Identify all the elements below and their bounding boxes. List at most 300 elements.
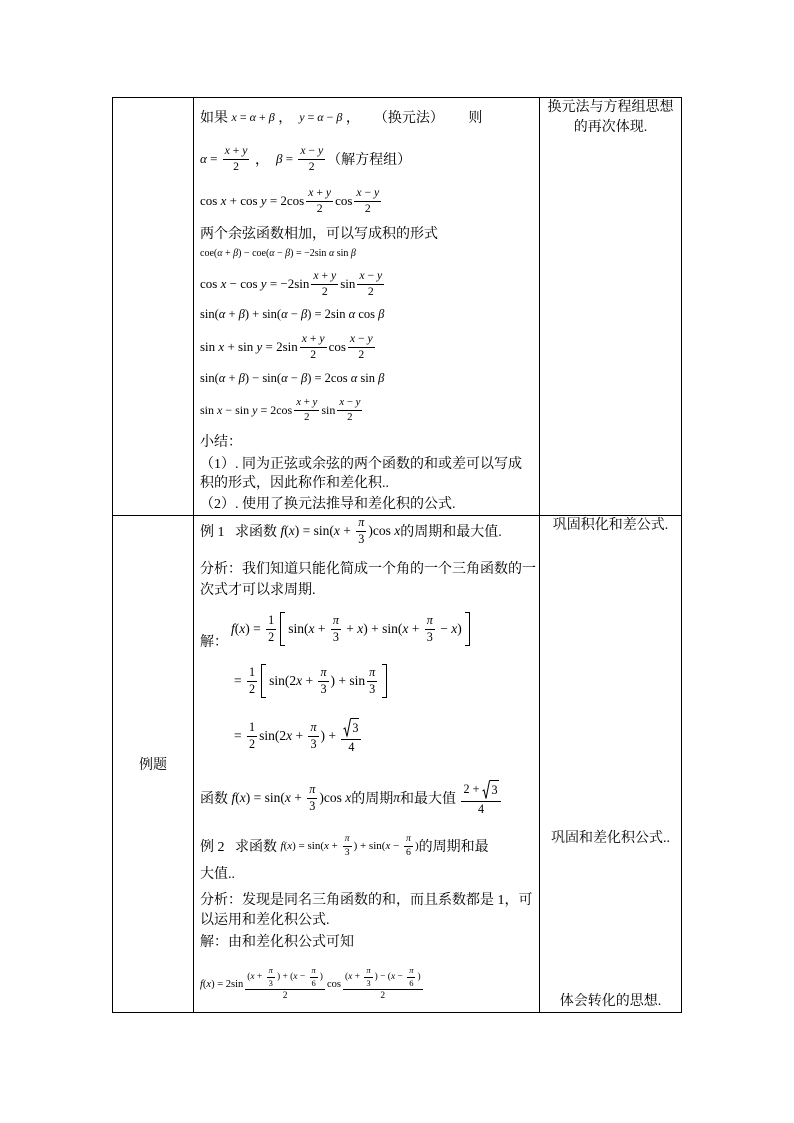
math-run: 3 (426, 629, 433, 644)
math-variable: π (406, 832, 411, 844)
math-variable: f (231, 621, 235, 636)
fraction (247, 666, 257, 696)
math-variable: π (320, 665, 327, 680)
math-variable: α (249, 109, 256, 124)
row2-note-cell (540, 516, 681, 1012)
math-run: (x + (247, 972, 265, 983)
fraction-numerator (310, 966, 318, 977)
fraction (245, 966, 325, 1001)
math-variable: α (269, 247, 275, 259)
math-run: 2 (304, 410, 310, 423)
math-run: ) (417, 972, 421, 983)
math-run: β = (275, 151, 297, 166)
math-run (409, 966, 413, 975)
math-variable: x (313, 268, 319, 282)
math-run (310, 721, 316, 734)
fraction-numerator (267, 966, 275, 977)
math-run: 3 (344, 846, 350, 858)
fraction-denominator (366, 285, 376, 299)
cos-diff-identity (200, 238, 356, 268)
fraction-numerator (461, 780, 500, 802)
example-1-step-1 (231, 614, 472, 644)
math-run: 3 (320, 681, 327, 696)
text-run: 例 1 求函数 (200, 525, 281, 540)
math-variable: x (308, 185, 314, 199)
math-run (369, 666, 375, 679)
math-run: x = α + β (231, 109, 275, 124)
math-run (427, 614, 433, 627)
fraction-denominator (364, 978, 372, 988)
math-variable: x (356, 185, 362, 199)
bracket-group (280, 612, 470, 646)
math-variable: α (348, 306, 356, 321)
math-variable: β (300, 370, 308, 385)
math-run: x + y (224, 143, 248, 157)
cos-sum-formula (200, 186, 383, 216)
fraction (407, 966, 415, 988)
summary-point-1-line-1: （1）. 同为正弦或余弦的两个函数的和或差可以写成 (200, 457, 522, 472)
math-run: ) + (x − (276, 972, 308, 983)
fraction-denominator (247, 682, 257, 696)
fraction-numerator (308, 721, 318, 736)
fraction (343, 966, 423, 1001)
fraction-numerator (245, 966, 325, 990)
math-run: 2 (282, 991, 288, 1002)
math-run: 1 (268, 613, 275, 628)
math-run (345, 834, 350, 845)
math-variable: y (355, 395, 361, 408)
derivation-note-line-1: 换元法与方程组思想 (547, 100, 674, 115)
math-variable: x (288, 523, 295, 538)
math-variable: π (268, 965, 273, 976)
math-run: 1 (249, 720, 256, 735)
example-1-solution-label: 解： (200, 635, 228, 650)
text-run: （解方程组） (327, 153, 412, 168)
fraction-numerator (341, 718, 361, 740)
math-variable: x (451, 621, 458, 636)
radicand (490, 780, 498, 800)
math-variable: x (239, 621, 246, 636)
math-variable: y (299, 109, 305, 124)
math-run: 3 (332, 629, 339, 644)
text-run: 的周期 (351, 792, 394, 807)
fraction-numerator (318, 666, 328, 681)
math-run: )cos x (368, 523, 401, 538)
math-run: 6 (409, 977, 414, 988)
math-run: x + y (313, 268, 337, 282)
fraction (318, 666, 328, 696)
fraction (311, 270, 338, 299)
math-run: sin x − sin y = 2cos (200, 402, 293, 417)
math-run: 2 (316, 201, 323, 215)
math-variable: y (319, 331, 325, 345)
math-variable: π (393, 790, 400, 805)
text-run: 如果 (200, 111, 232, 126)
math-variable: x (220, 276, 227, 291)
text-run: 例 2 求函数 (200, 840, 281, 855)
fraction-numerator (307, 783, 317, 798)
example-note-2: 巩固和差化积公式.. (551, 831, 670, 846)
math-variable: x (348, 972, 353, 983)
math-variable: α (281, 306, 288, 321)
math-variable: β (378, 370, 385, 385)
math-run: 3 (358, 531, 365, 546)
math-variable: π (309, 782, 316, 797)
fraction-numerator (407, 966, 415, 977)
math-variable: α (281, 370, 288, 385)
fraction-denominator (231, 160, 241, 174)
math-run: ) − (x − (374, 972, 406, 983)
math-run (269, 966, 273, 975)
math-run: x − y (300, 143, 324, 157)
fraction (348, 333, 375, 362)
math-variable: x (339, 395, 345, 408)
fraction-denominator (363, 202, 373, 216)
math-variable: β (336, 109, 343, 124)
math-run: 4 (477, 801, 485, 816)
math-run: 1 (249, 665, 256, 680)
fraction (307, 783, 317, 813)
fraction-denominator (247, 737, 257, 751)
fraction-denominator (310, 978, 318, 988)
math-run (333, 614, 339, 627)
fraction-numerator (331, 614, 341, 629)
math-variable: x (300, 143, 306, 157)
math-variable: β (275, 151, 283, 166)
fraction-denominator (302, 411, 311, 424)
fraction-numerator (404, 834, 413, 847)
math-variable: π (332, 613, 339, 628)
math-variable: x (286, 728, 293, 743)
math-variable: y (317, 143, 324, 157)
math-run: x + y (296, 395, 318, 408)
row2-label-cell (113, 516, 194, 1012)
math-variable: x (359, 268, 365, 282)
math-run: α = (200, 151, 221, 166)
math-run: x + y (308, 185, 332, 199)
derivation-note-line-2: 的再次体现. (573, 120, 648, 135)
math-variable: x (324, 840, 329, 852)
example-1-analysis-line-2: 次式才可以求周期. (200, 583, 316, 598)
text-run: 的周期和最 (418, 840, 489, 855)
text-run: ， (274, 111, 300, 126)
math-run: 2 (364, 201, 371, 215)
sin-diff-identity (200, 363, 384, 393)
math-run: x − y (356, 185, 380, 199)
fraction (308, 721, 318, 751)
text-run: ， （换元法） 则 (342, 111, 483, 126)
math-run: 2 (347, 410, 353, 423)
math-variable: x (217, 402, 223, 417)
math-run: 2 (249, 681, 256, 696)
math-variable: y (252, 402, 258, 417)
fraction-numerator (367, 666, 377, 681)
fraction-denominator (407, 978, 415, 988)
math-run (358, 516, 364, 529)
fraction-numerator (311, 270, 338, 285)
math-run: f(x) = (231, 621, 265, 636)
fraction-denominator (331, 630, 341, 644)
math-variable: f (280, 840, 284, 852)
math-run (320, 666, 326, 679)
math-variable: π (366, 965, 371, 976)
row1-content-cell (194, 98, 540, 516)
fraction (331, 614, 341, 644)
fraction-denominator (307, 799, 317, 813)
math-variable: y (325, 185, 332, 199)
math-run: 4 (348, 739, 355, 754)
math-run: x − y (349, 331, 373, 345)
math-run: y = α − β (299, 109, 343, 124)
fraction-denominator (318, 682, 328, 696)
fraction-numerator (294, 397, 319, 411)
fraction (341, 718, 361, 754)
math-run: 6 (311, 977, 316, 988)
fraction (300, 333, 327, 362)
math-run: 2 (310, 347, 317, 361)
math-variable: π (426, 613, 433, 628)
math-run: 2 (249, 736, 256, 751)
math-variable: β (378, 306, 385, 321)
math-run: sin(α + β) + sin(α − β) = 2sin α cos β (200, 306, 385, 321)
fraction (298, 145, 325, 174)
math-run (406, 834, 411, 845)
fraction (356, 516, 366, 546)
math-variable: β (238, 306, 245, 321)
fraction-denominator (267, 978, 275, 988)
math-run (309, 783, 315, 796)
fraction-denominator (345, 411, 354, 424)
math-variable: x (301, 331, 307, 345)
fraction-denominator (367, 682, 377, 696)
sin-sum-formula (200, 332, 377, 362)
math-variable: x (402, 621, 409, 636)
fraction-denominator (266, 630, 276, 644)
math-variable: π (409, 965, 414, 976)
square-root (343, 718, 359, 738)
math-variable: x (357, 621, 364, 636)
examples-label: 例题 (139, 758, 167, 773)
fraction-numerator (343, 966, 423, 990)
math-run: ) + (320, 728, 340, 743)
math-run: 2 + (463, 782, 483, 797)
math-variable: x (345, 790, 352, 805)
math-run (366, 966, 370, 975)
math-run: sin (321, 402, 336, 417)
math-run: − x) (436, 621, 462, 636)
math-variable: x (224, 143, 230, 157)
example-1-step-2 (234, 666, 389, 696)
math-variable: x (349, 331, 356, 345)
math-variable: y (260, 193, 267, 208)
math-variable: x (385, 840, 391, 852)
math-variable: y (312, 395, 318, 408)
math-variable: x (287, 840, 293, 852)
fraction-numerator (247, 721, 257, 736)
math-run: cos x − cos y = −2sin (200, 276, 310, 291)
math-run: sin(α + β) − sin(α − β) = 2cos α sin β (200, 370, 385, 385)
math-run: cos (328, 339, 346, 354)
fraction-numerator (357, 270, 384, 285)
math-run: 2 (308, 159, 315, 173)
math-variable: x (390, 972, 396, 983)
math-run: sin(2x + (259, 728, 307, 743)
math-variable: β (268, 109, 275, 124)
math-run: x − y (339, 395, 361, 408)
fraction (267, 966, 275, 988)
math-run: cos (335, 193, 353, 208)
math-run: f(x) = sin(x + (280, 840, 341, 852)
math-variable: x (293, 972, 298, 983)
fraction-numerator (298, 145, 325, 160)
text-run: ， (251, 153, 276, 168)
fraction (425, 614, 435, 644)
math-variable: x (284, 790, 291, 805)
math-run: 3 (369, 681, 376, 696)
math-variable: x (250, 972, 255, 983)
example-1-question (200, 516, 502, 546)
fraction (337, 397, 362, 424)
substitution-line (200, 102, 482, 132)
math-variable: α (350, 370, 358, 385)
bracket-content (285, 612, 465, 646)
math-variable: α (218, 370, 226, 385)
example-2-analysis-line-1: 分析：发现是同名三角函数的和，而且系数都是 1，可 (200, 893, 533, 908)
math-run: ) (415, 840, 419, 852)
fraction-denominator (320, 285, 330, 299)
math-variable: α (218, 306, 226, 321)
math-run: (x + (344, 972, 363, 983)
fraction-numerator (425, 614, 435, 629)
radical-sign-icon (482, 780, 490, 800)
math-variable: x (220, 193, 227, 208)
lesson-table (112, 97, 682, 1013)
math-variable: y (256, 339, 263, 354)
fraction-denominator (476, 802, 486, 816)
math-variable: y (374, 185, 380, 199)
math-run: 3 (491, 783, 498, 798)
math-variable: π (310, 720, 317, 735)
math-run: f(x) = sin(x + (280, 523, 355, 538)
fraction (294, 397, 319, 424)
math-run: 3 (352, 721, 359, 736)
text-run: 的周期和最大值. (400, 525, 502, 540)
fraction (247, 721, 257, 751)
math-variable: β (238, 370, 245, 385)
math-variable: α (328, 247, 335, 259)
math-run: sin(2x + (269, 673, 317, 688)
math-variable: π (369, 665, 376, 680)
fraction-denominator (346, 740, 356, 754)
example-2-step-1 (200, 965, 425, 1002)
math-variable: β (233, 247, 239, 259)
math-variable: f (231, 790, 236, 805)
fraction-numerator (223, 145, 250, 160)
fraction-numerator (247, 666, 257, 681)
math-variable: x (394, 523, 401, 538)
fraction-numerator (300, 333, 327, 348)
math-run: x − y (359, 268, 383, 282)
fraction-denominator (404, 847, 413, 859)
fraction-numerator (306, 187, 333, 202)
math-run: = (234, 673, 245, 688)
fraction-denominator (378, 990, 387, 1001)
math-variable: x (218, 339, 225, 354)
math-variable: α (217, 247, 223, 259)
math-run: 2 (268, 629, 275, 644)
radical-sign-icon (343, 718, 351, 738)
math-run: 2 (367, 284, 374, 298)
fraction (266, 614, 276, 644)
example-1-conclusion (200, 782, 503, 816)
square-root (482, 780, 498, 800)
math-variable: y (367, 331, 373, 345)
math-variable: α (317, 109, 324, 124)
math-variable: β (300, 306, 308, 321)
fraction-numerator (266, 614, 276, 629)
math-run: 6 (406, 846, 411, 858)
math-run: f(x) = sin(x + (231, 790, 306, 805)
math-run: = (234, 728, 245, 743)
math-variable: x (239, 790, 246, 805)
summary-point-1-line-2: 积的形式，因此称作和差化积.. (200, 476, 389, 491)
fraction (343, 834, 352, 859)
fraction (357, 270, 384, 299)
math-variable: x (296, 673, 303, 688)
fraction-denominator (315, 202, 325, 216)
fraction (404, 834, 413, 859)
math-run: sin x + sin y = 2sin (200, 339, 298, 354)
right-bracket-icon (382, 664, 387, 698)
radicand (351, 718, 359, 738)
math-variable: x (333, 523, 340, 538)
fraction (461, 780, 500, 816)
math-run: ) + sin (330, 673, 366, 688)
example-1-step-3 (234, 720, 363, 754)
math-run: 2 (233, 159, 239, 173)
fraction (364, 966, 372, 988)
math-variable: β (350, 247, 356, 259)
math-run: 2 (321, 284, 328, 298)
fraction-numerator (348, 333, 375, 348)
math-run: x + y (301, 331, 325, 345)
math-variable: y (242, 143, 248, 157)
math-run: sin(x + (288, 621, 329, 636)
math-run: cos (326, 978, 341, 990)
math-variable: π (344, 832, 350, 844)
fraction (306, 187, 333, 216)
example-2-question (200, 831, 489, 861)
math-run: cos x + cos y = 2cos (200, 193, 305, 208)
fraction-denominator (307, 160, 317, 174)
example-1-analysis-line-1: 分析：我们知道只能化简成一个角的一个三角函数的一 (200, 562, 536, 577)
fraction-denominator (356, 348, 366, 362)
fraction (223, 145, 250, 174)
example-2-solution-intro: 解：由和差化积公式可知 (200, 935, 354, 950)
math-run: 3 (309, 798, 316, 813)
math-run (312, 966, 316, 975)
text-run: 函数 (200, 792, 232, 807)
math-run: coe(α + β) − coe(α − β) = −2sin α sin β (200, 247, 356, 259)
fraction (367, 666, 377, 696)
fraction-numerator (343, 834, 352, 847)
fraction-numerator (337, 397, 362, 411)
math-variable: x (296, 395, 302, 408)
fraction-denominator (356, 532, 366, 546)
row2-content-cell (194, 516, 540, 1012)
math-variable: f (200, 978, 203, 990)
fraction (354, 187, 381, 216)
